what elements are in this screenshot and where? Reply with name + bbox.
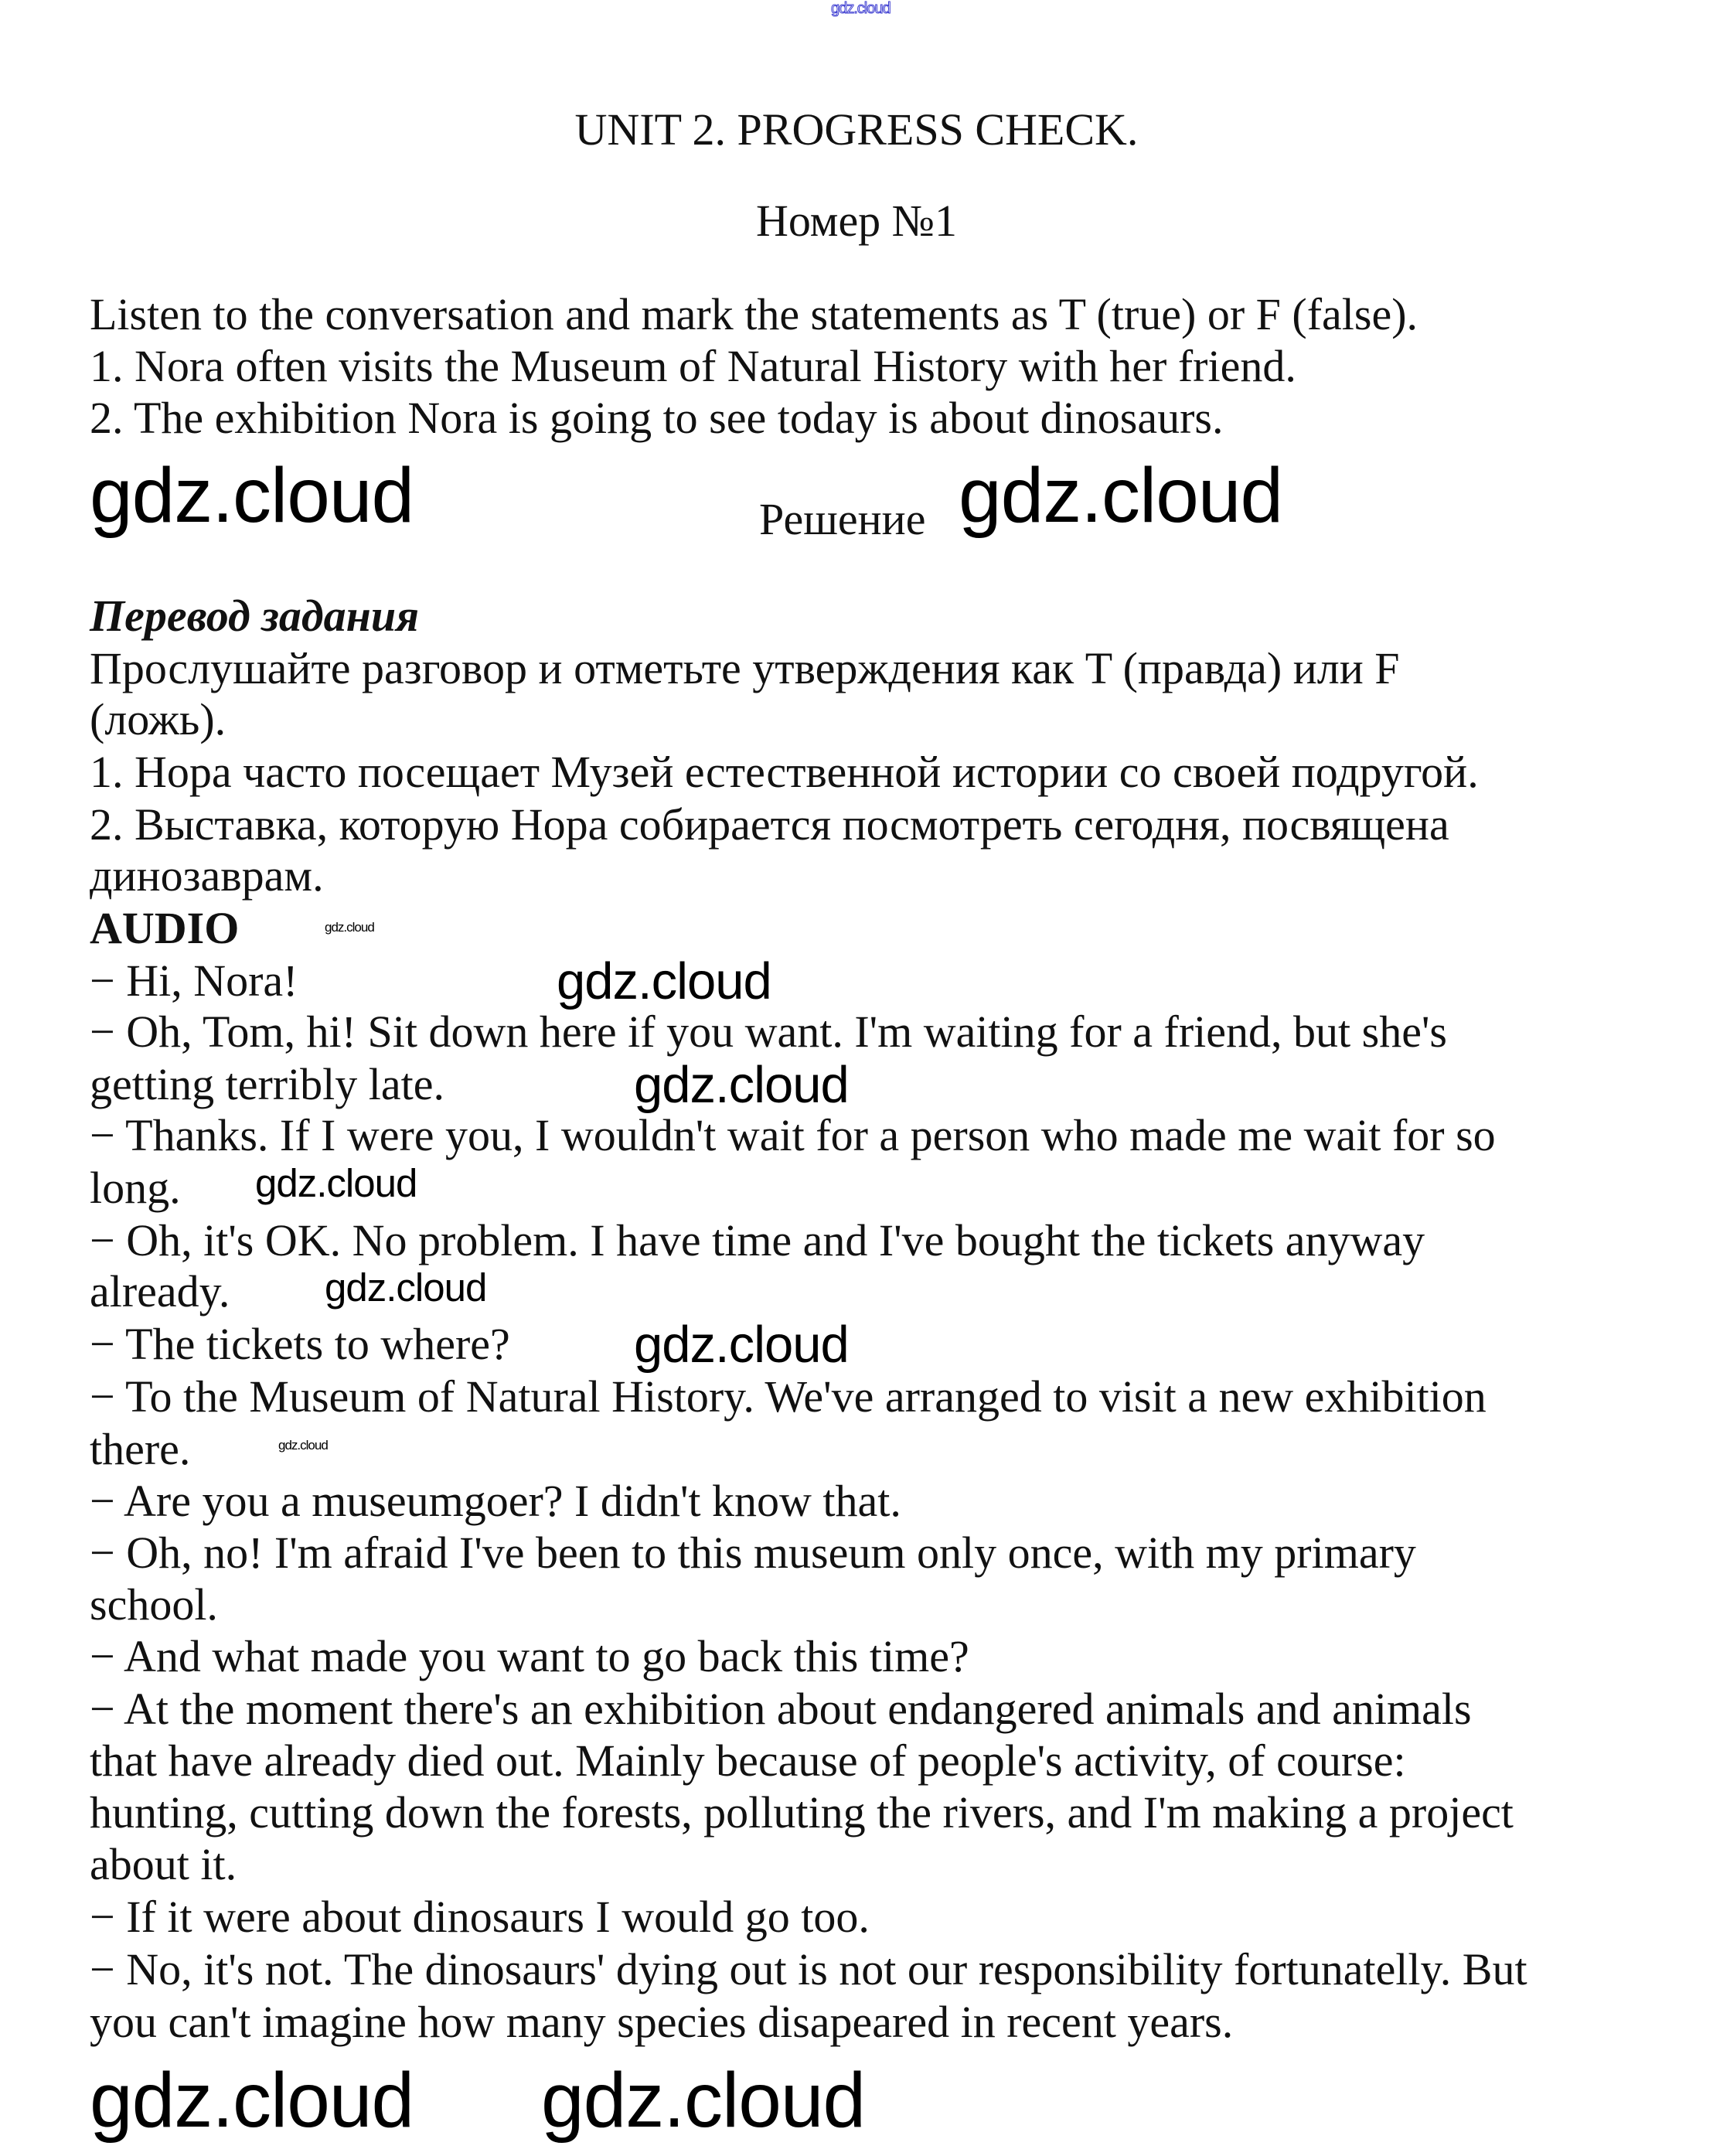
watermark: gdz.cloud [325, 920, 374, 935]
page-title: UNIT 2. PROGRESS CHECK. [574, 104, 1139, 155]
watermark: gdz.cloud [278, 1438, 328, 1453]
audio-line: − At the moment there's an exhibition about endangered animals and animals [90, 1683, 1472, 1734]
audio-line: − And what made you want to go back this time? [90, 1630, 969, 1681]
watermark: gdz.cloud [90, 2057, 414, 2144]
audio-line: − Are you a museumgoer? I didn't know that. [90, 1476, 901, 1527]
watermark: gdz.cloud [541, 2057, 866, 2144]
translation-line: Прослушайте разговор и отметьте утверждения как T (правда) или F [90, 642, 1400, 693]
translation-heading: Перевод задания [90, 591, 419, 641]
watermark: gdz.cloud [325, 1265, 487, 1310]
translation-line: динозаврам. [90, 850, 324, 901]
audio-line: that have already died out. Mainly because of people's activity, of course: [90, 1735, 1406, 1786]
audio-heading: AUDIO [90, 903, 240, 953]
watermark: gdz.cloud [634, 1056, 849, 1114]
task-line: 2. The exhibition Nora is going to see today is about dinosaurs. [90, 393, 1224, 444]
audio-line: already. [90, 1265, 230, 1316]
audio-line: about it. [90, 1839, 237, 1890]
audio-line: long. [90, 1162, 181, 1213]
translation-line: 2. Выставка, которую Нора собирается посмотреть сегодня, посвящена [90, 799, 1449, 850]
watermark: gdz.cloud [90, 452, 414, 539]
audio-line: − If it were about dinosaurs I would go too. [90, 1892, 870, 1943]
watermark: gdz.cloud [255, 1161, 417, 1205]
audio-line: getting terribly late. [90, 1058, 445, 1109]
audio-line: − To the Museum of Natural History. We've arranged to visit a new exhibition [90, 1371, 1487, 1422]
watermark: gdz.cloud [634, 1316, 849, 1374]
audio-line: − Oh, no! I'm afraid I've been to this museum only once, with my primary [90, 1527, 1416, 1578]
watermark: gdz.cloud [959, 452, 1283, 539]
audio-line: − Hi, Nora! [90, 955, 298, 1006]
audio-line: school. [90, 1579, 218, 1630]
solution-label: Решение [759, 494, 926, 544]
task-line: Listen to the conversation and mark the statements as T (true) or F (false). [90, 289, 1418, 340]
task-line: 1. Nora often visits the Museum of Natural History with her friend. [90, 340, 1296, 391]
audio-line: − Oh, it's OK. No problem. I have time and I've bought the tickets anyway [90, 1214, 1425, 1265]
watermark: gdz.cloud [557, 952, 771, 1010]
task-number: Номер №1 [755, 196, 958, 246]
audio-line: − Oh, Tom, hi! Sit down here if you want. I'm waiting for a friend, but she's [90, 1006, 1447, 1057]
audio-line: − Thanks. If I were you, I wouldn't wait for a person who made me wait for so [90, 1109, 1496, 1160]
translation-line: 1. Нора часто посещает Музей естественной истории со своей подругой. [90, 746, 1479, 797]
header-watermark: gdz.cloud [831, 0, 891, 17]
audio-line: there. [90, 1423, 191, 1474]
audio-line: − No, it's not. The dinosaurs' dying out is not our responsibility fortunatelly. But [90, 1944, 1527, 1995]
audio-line: you can't imagine how many species disapeared in recent years. [90, 1997, 1234, 2048]
translation-line: (ложь). [90, 694, 226, 745]
audio-line: hunting, cutting down the forests, polluting the rivers, and I'm making a project [90, 1786, 1514, 1838]
audio-line: − The tickets to where? [90, 1318, 510, 1369]
